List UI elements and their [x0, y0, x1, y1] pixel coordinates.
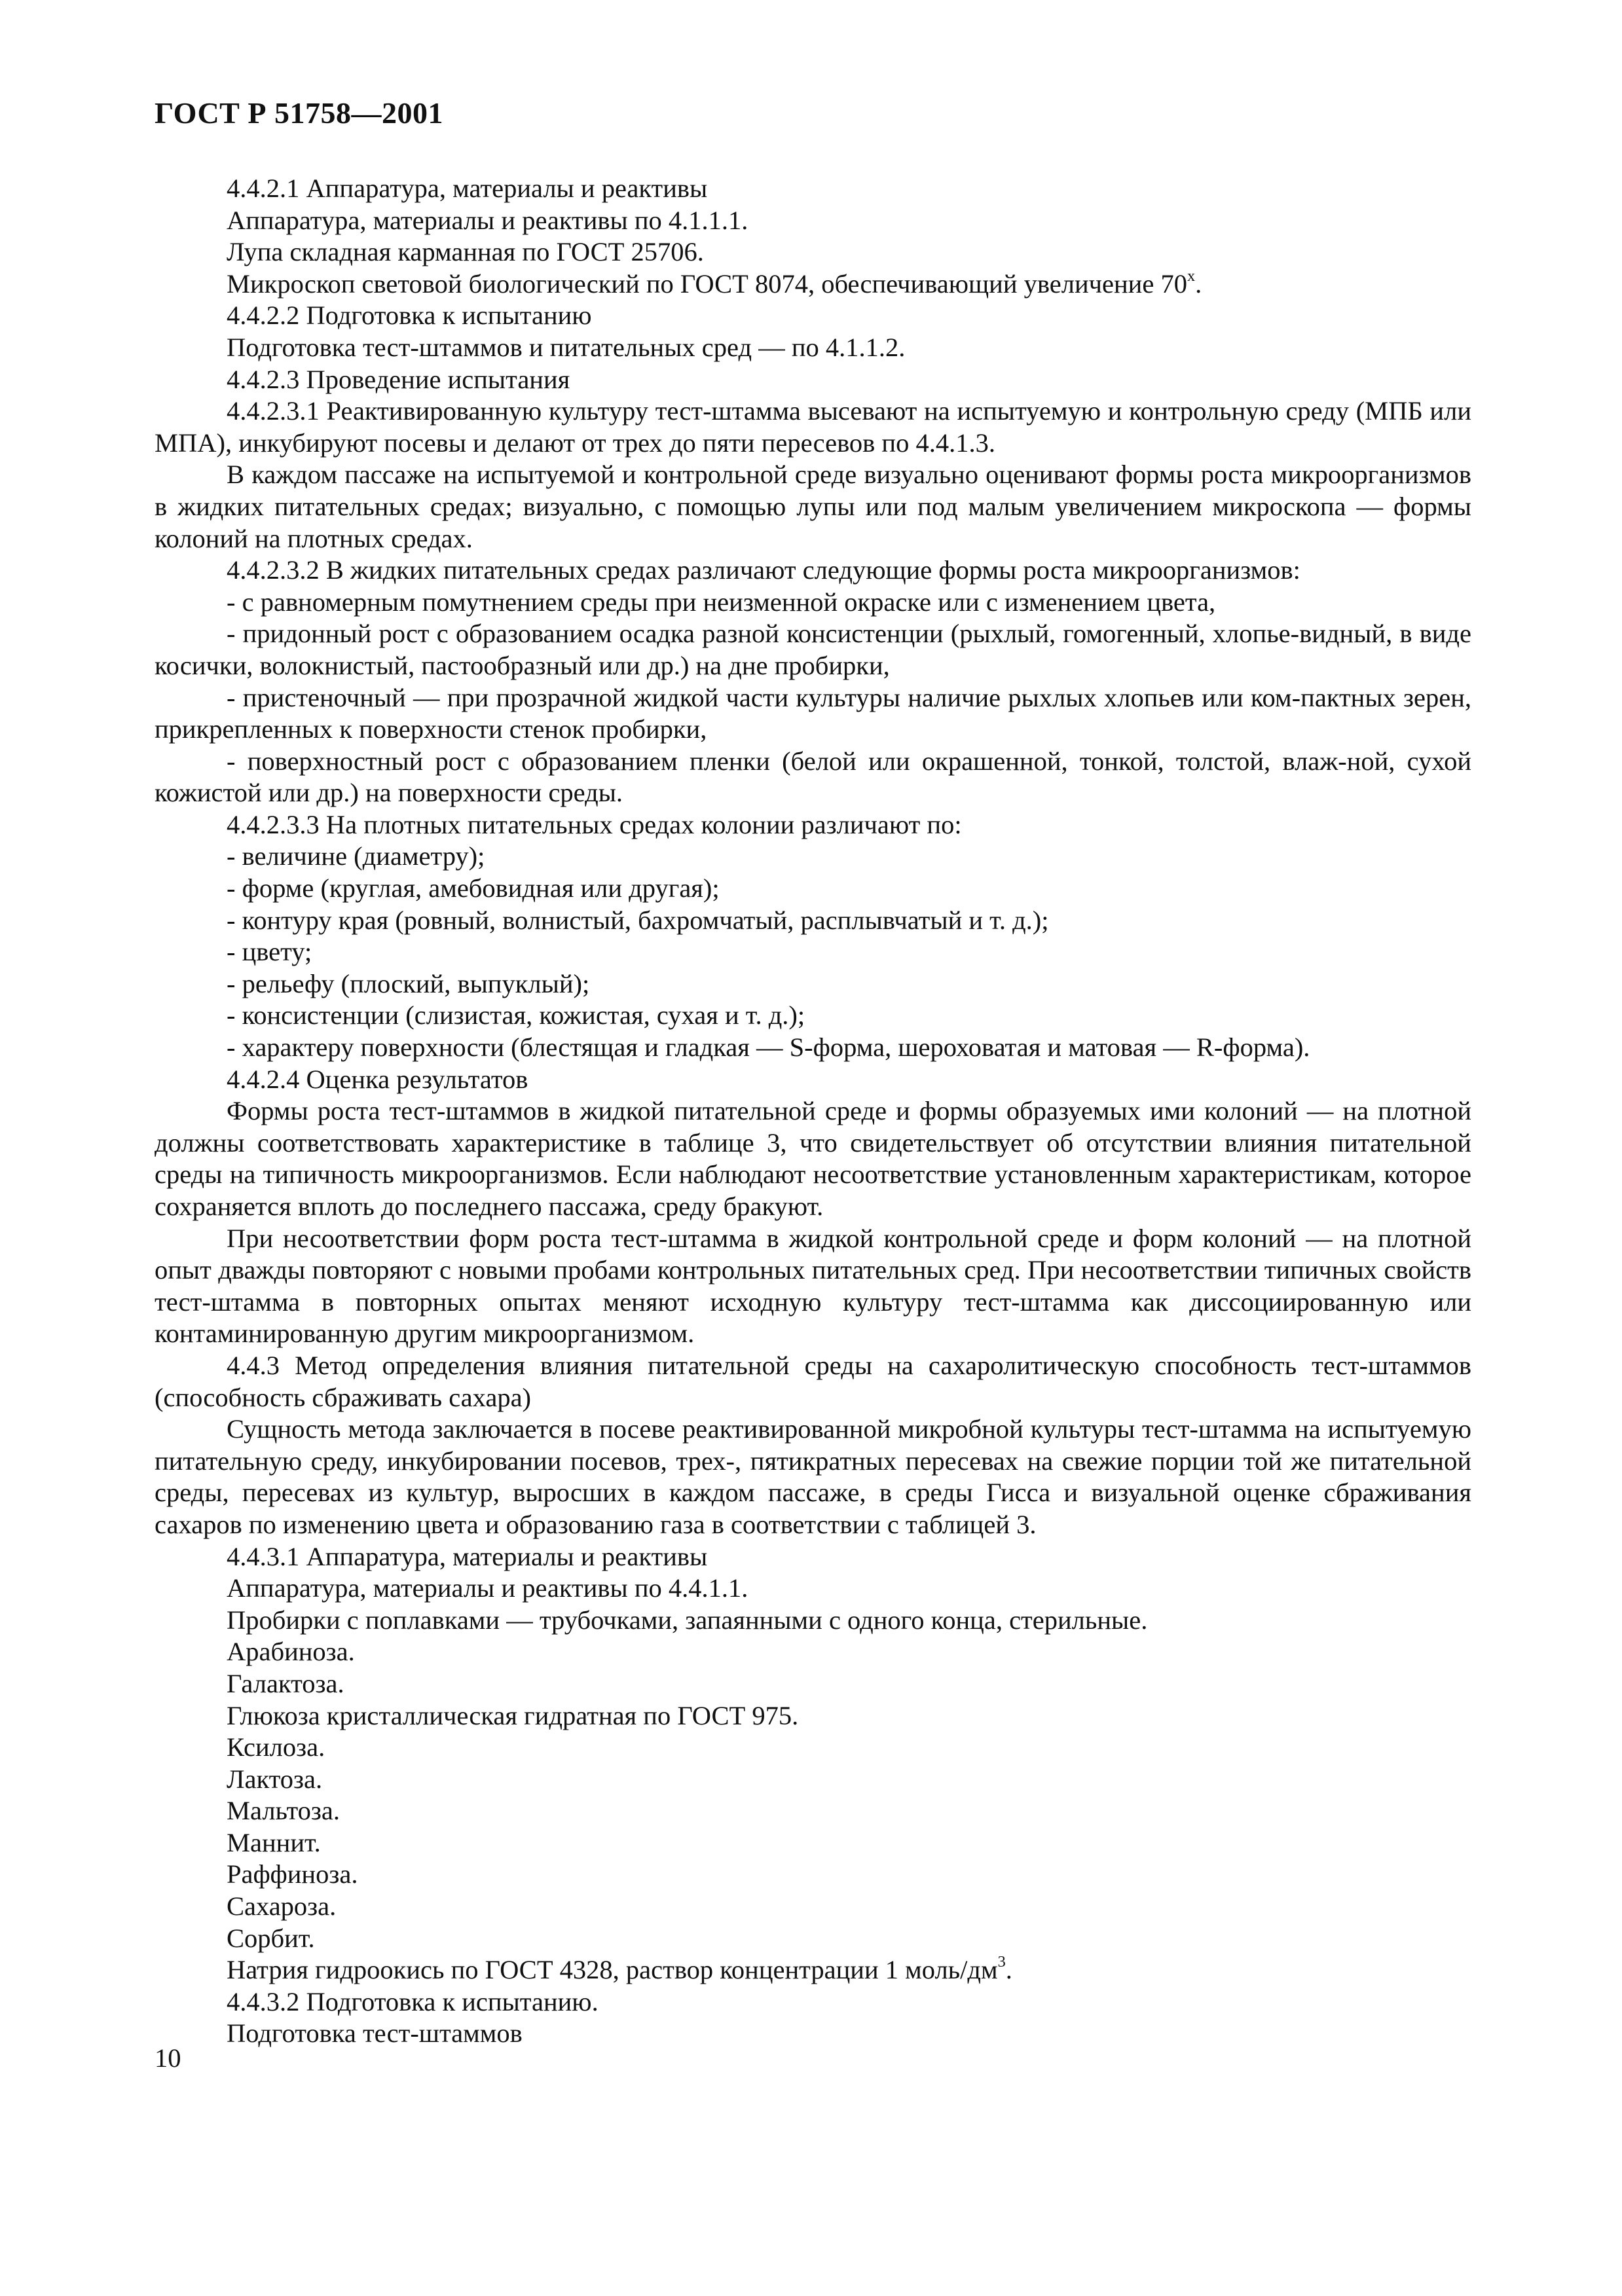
list-item: Мальтоза.	[227, 1796, 340, 1826]
section-heading: 4.4.3.1 Аппаратура, материалы и реактивы	[227, 1541, 708, 1571]
list-item: - консистенции (слизистая, кожистая, сухая и т. д.);	[227, 1000, 805, 1030]
paragraph-end: .	[1005, 1955, 1012, 1985]
paragraph: Аппаратура, материалы и реактивы по 4.4.1.1.	[227, 1573, 748, 1603]
section-heading: 4.4.2.3.3 На плотных питательных средах колонии различают по:	[227, 809, 962, 839]
list-item: Сахароза.	[227, 1891, 337, 1922]
list-item: Галактоза.	[227, 1668, 344, 1698]
list-item: - цвету;	[227, 937, 312, 967]
paragraph: Подготовка тест-штаммов и питательных сред — по 4.1.1.2.	[227, 332, 906, 362]
paragraph-text: Натрия гидроокись по ГОСТ 4328, раствор концентрации 1 моль/дм	[227, 1955, 998, 1985]
paragraph: Подготовка тест-штаммов	[227, 2018, 523, 2049]
list-item: Арабиноза.	[227, 1637, 355, 1667]
paragraph-with-superscript	[155, 268, 1471, 301]
list-item: - рельефу (плоский, выпуклый);	[227, 968, 590, 998]
paragraph: 4.4.2.3.2 В жидких питательных средах различают следующие формы роста микроорганизмов:	[227, 555, 1300, 585]
list-item: Раффиноза.	[227, 1859, 358, 1889]
section-heading: 4.4.2.4 Оценка результатов	[227, 1064, 528, 1094]
list-item: - придонный рост с образованием осадка разной консистенции (рыхлый, гомогенный, хлопье-видный, в виде косички, волокнистый, пастообразный или др.) на дне пробирки,	[155, 619, 1471, 680]
paragraph: Формы роста тест-штаммов в жидкой питательной среде и формы образуемых ими колоний — на плотной должны соответствовать характеристике в таблице 3, что свидетельствует об отсутствии влияния питательной среды на типичность микроорганизмов. Если наблюдают несоответствие установленным характеристикам, которое сохраняется вплоть до последнего пассажа, среду бракуют.	[155, 1096, 1471, 1221]
section-heading: 4.4.2.2 Подготовка к испытанию	[227, 301, 592, 331]
paragraph: Пробирки с поплавками — трубочками, запаянными с одного конца, стерильные.	[227, 1605, 1148, 1635]
paragraph-with-superscript	[155, 1954, 1471, 1986]
superscript: 3	[997, 1953, 1006, 1971]
superscript: x	[1187, 266, 1196, 285]
list-item: Лактоза.	[227, 1764, 323, 1794]
list-item: Глюкоза кристаллическая гидратная по ГОСТ 975.	[227, 1700, 799, 1730]
paragraph: Лупа складная карманная по ГОСТ 25706.	[227, 237, 704, 267]
list-item: - величине (диаметру);	[227, 841, 485, 871]
paragraph-text: Микроскоп световой биологический по ГОСТ 8074, обеспечивающий увеличение 70	[227, 268, 1187, 299]
paragraph-end: .	[1195, 268, 1202, 299]
list-item: - пристеночный — при прозрачной жидкой части культуры наличие рыхлых хлопьев или ком-пактных зерен, прикрепленных к поверхности стенок пробирки,	[155, 682, 1471, 744]
list-item: - поверхностный рост с образованием пленки (белой или окрашенной, тонкой, толстой, влаж-ной, сухой кожистой или др.) на поверхности среды.	[155, 746, 1471, 808]
section-heading: 4.4.2.3 Проведение испытания	[227, 364, 570, 394]
paragraph: Сущность метода заключается в посеве реактивированной микробной культуры тест-штамма на испытуемую питательную среду, инкубировании посевов, трех-, пятикратных пересевах на свежие порции той же питательной среды, пересевах из культур, выросших в каждом пассаже, в среды Гисса и визуальной оценке сбраживания сахаров по изменению цвета и образованию газа в соответствии с таблицей 3.	[155, 1414, 1471, 1539]
paragraph: В каждом пассаже на испытуемой и контрольной среде визуально оценивают формы роста микроорганизмов в жидких питательных средах; визуально, с помощью лупы или под малым увеличением микроскопа — формы колоний на плотных средах.	[155, 460, 1471, 553]
paragraph: При несоответствии форм роста тест-штамма в жидкой контрольной среде и форм колоний — на плотной опыт дважды повторяют с новыми пробами контрольных питательных сред. При несоответствии типичных свойств тест-штамма в повторных опытах меняют исходную культуру тест-штамма как диссоциированную или контаминированную другим микроорганизмом.	[155, 1223, 1471, 1349]
list-item: - характеру поверхности (блестящая и гладкая — S-форма, шероховатая и матовая — R-форма).	[227, 1032, 1310, 1063]
document-header-title: ГОСТ Р 51758—2001	[155, 96, 443, 130]
paragraph: 4.4.2.3.1 Реактивированную культуру тест-штамма высевают на испытуемую и контрольную среду (МПБ или МПА), инкубируют посевы и делают от трех до пяти пересевов по 4.4.1.3.	[155, 396, 1471, 458]
paragraph: Аппаратура, материалы и реактивы по 4.1.1.1.	[227, 205, 748, 235]
list-item: - с равномерным помутнением среды при неизменной окраске или с изменением цвета,	[227, 587, 1216, 617]
document-body	[155, 173, 1471, 2050]
page-number: 10	[155, 2043, 181, 2073]
list-item: - контуру края (ровный, волнистый, бахромчатый, расплывчатый и т. д.);	[227, 905, 1049, 935]
section-heading: 4.4.2.1 Аппаратура, материалы и реактивы	[227, 173, 708, 203]
paragraph: 4.4.3 Метод определения влияния питательной среды на сахаролитическую способность тест-штаммов (способность сбраживать сахара)	[155, 1350, 1471, 1412]
list-item: - форме (круглая, амебовидная или другая);	[227, 873, 720, 903]
list-item: Маннит.	[227, 1827, 321, 1857]
section-heading: 4.4.3.2 Подготовка к испытанию.	[227, 1986, 599, 2016]
list-item: Сорбит.	[227, 1923, 315, 1953]
list-item: Ксилоза.	[227, 1732, 325, 1762]
